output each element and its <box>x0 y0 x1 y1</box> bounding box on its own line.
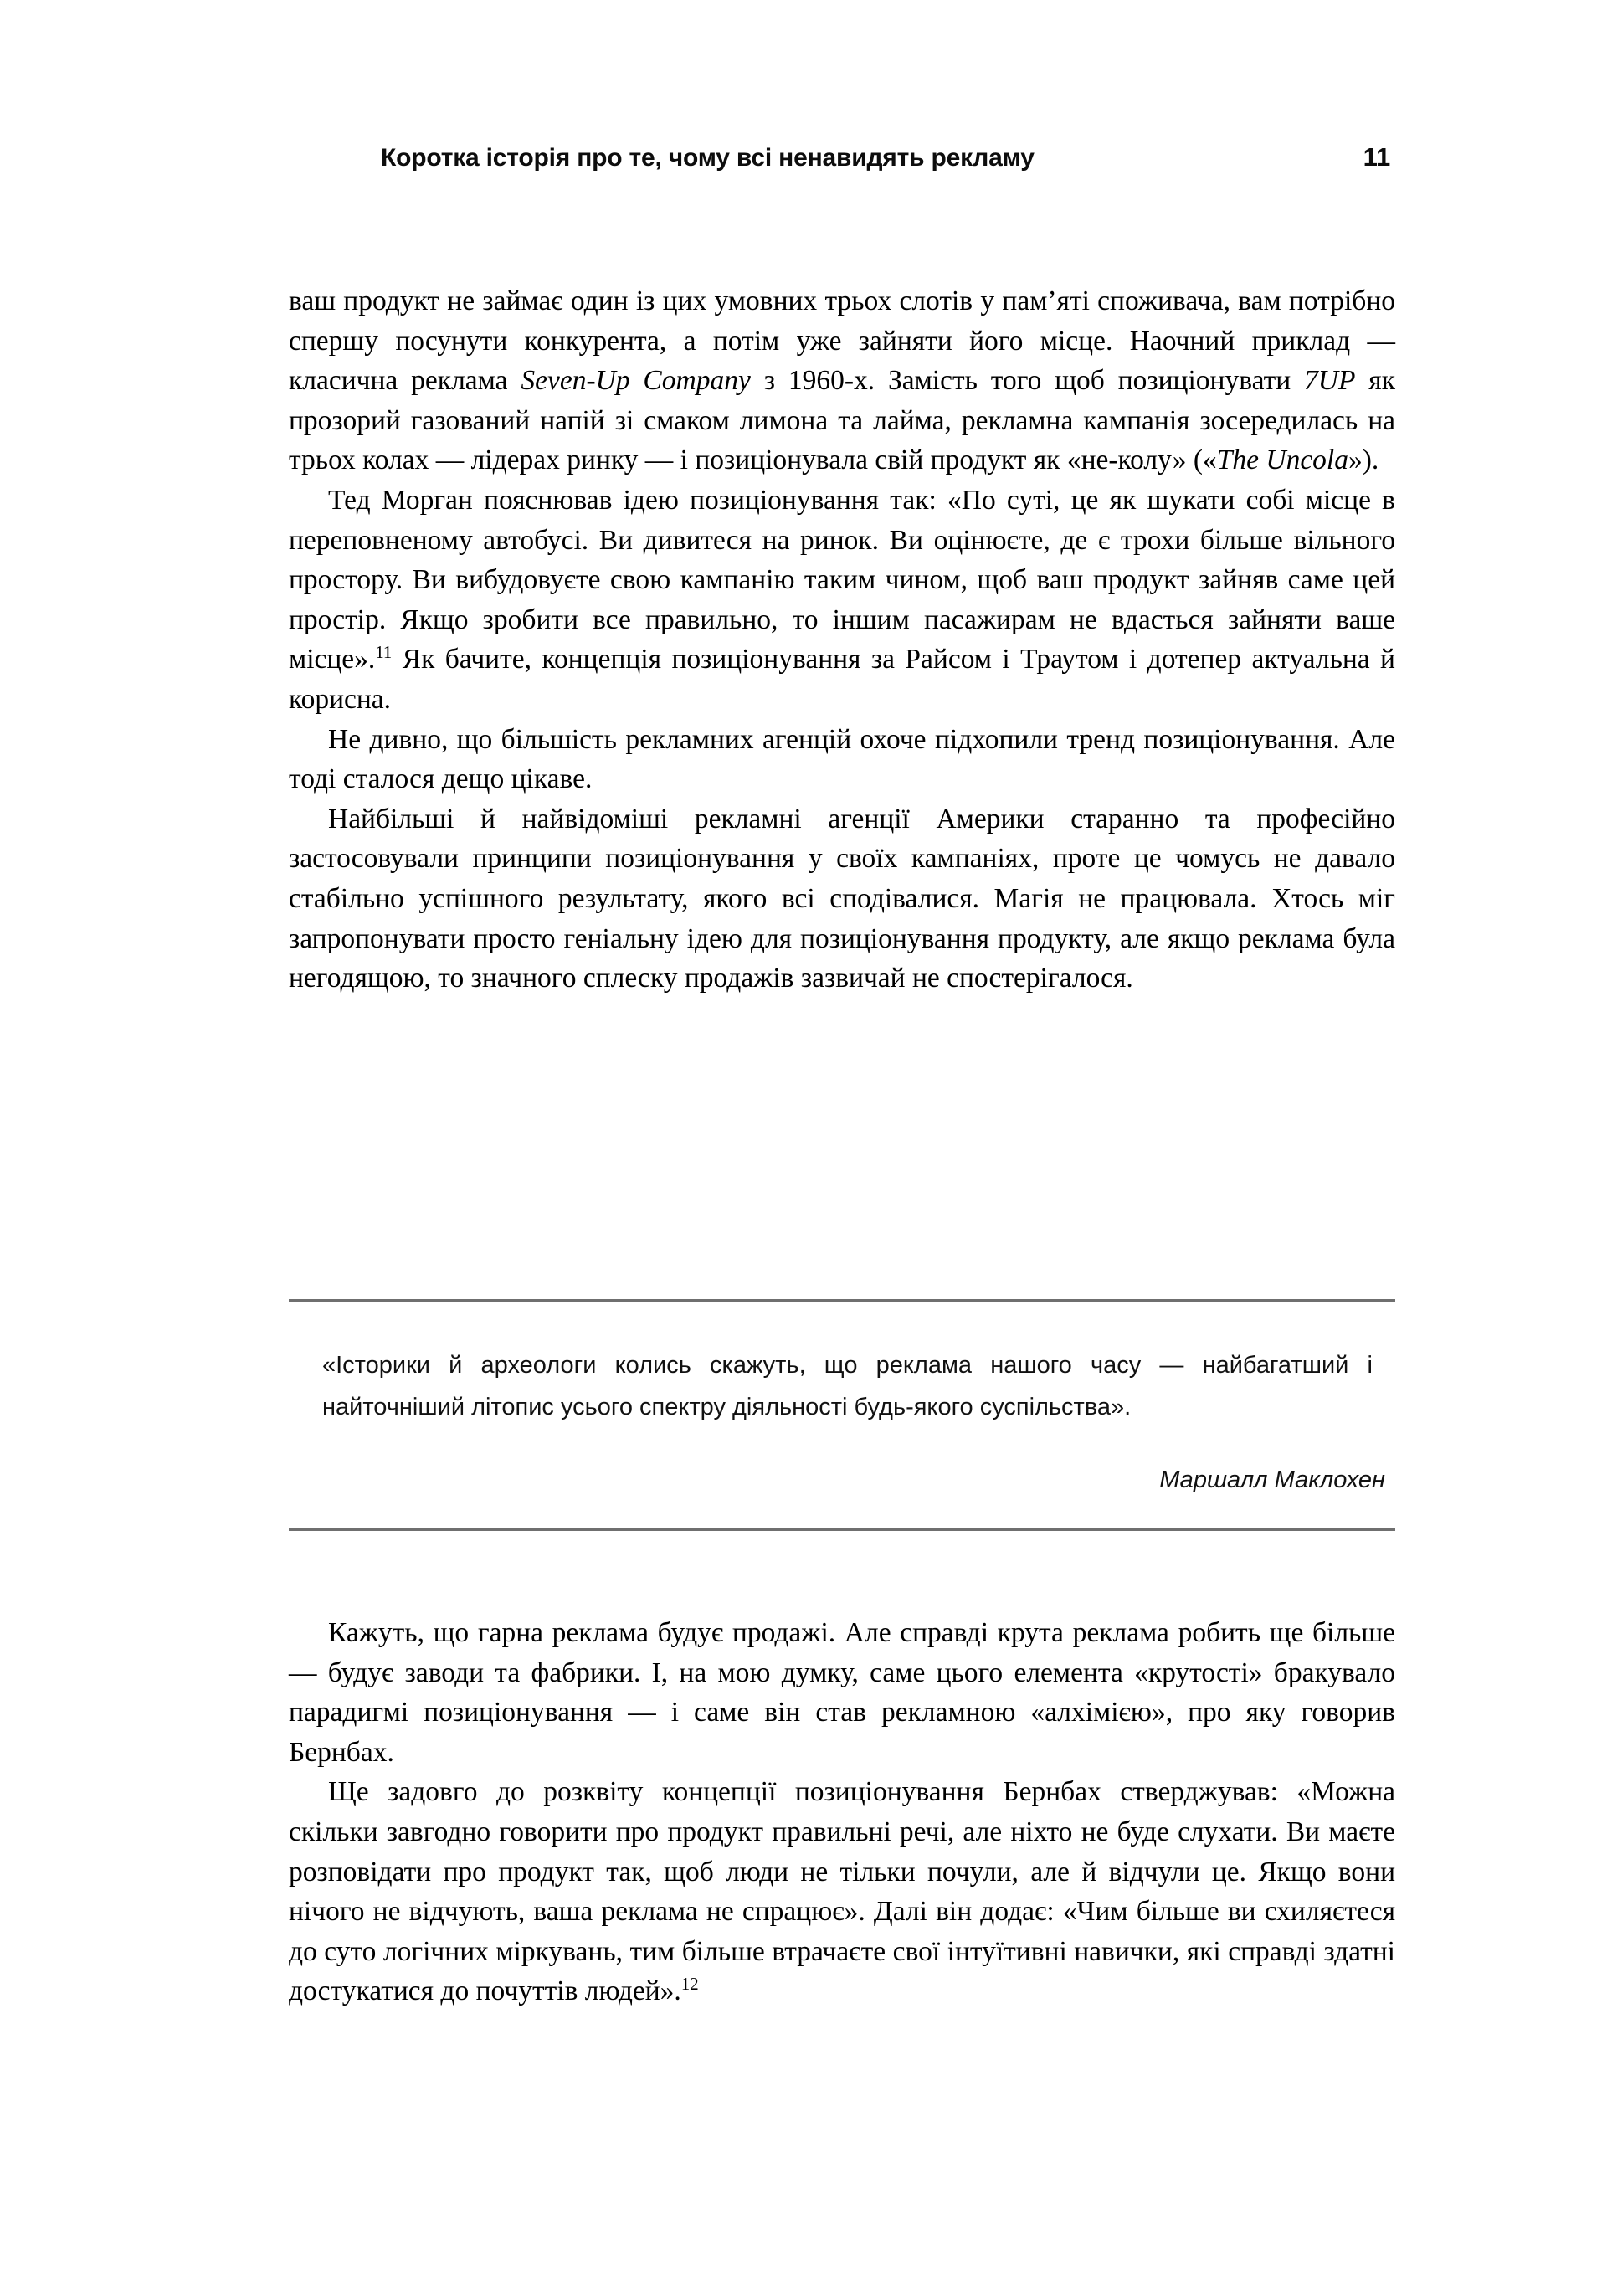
paragraph: Не дивно, що більшість рекламних агенцій охоче підхопили тренд позиціонування. Але тоді сталося дещо цікаве. <box>289 723 1395 795</box>
paragraph: Тед Морган пояснював ідею позиціонування так: «По суті, це як шукати собі місце в переповненому автобусі. Ви дивитеся на ринок. Ви оцінюєте, де є трохи більше вільного простору. Ви вибудовуєте свою кампанію таким чином, щоб ваш продукт зайняв саме цей простір. Якщо зробити все правильно, то іншим пасажирам не вдасться зайняти ваше місце».$^{11}$ Як бачите, концепція позиціонування за Райсом і Траутом і дотепер актуальна й корисна. <box>289 484 1395 715</box>
running-head <box>381 142 1394 172</box>
page-number: 11 <box>1363 142 1390 172</box>
paragraph: ваш продукт не займає один із цих умовних трьох слотів у пам’яті споживача, вам потрібно спершу посунути конкурента, а потім уже зайняти його місце. Наочний приклад — класична реклама Seven-Up Company з 1960-х. Замість того щоб позиціонувати 7UP як прозорий газований напій зі смаком лимона та лайма, рекламна кампанія зосередилась на трьох колах — лідерах ринку — і позиціонувала свій продукт як «не-колу» («The Uncola»). <box>289 285 1395 476</box>
pull-quote-inner <box>289 1302 1395 1528</box>
body-text-lower <box>289 1613 1395 2011</box>
pull-quote-attribution: Маршалл Маклохен <box>1159 1466 1385 1493</box>
paragraph: Кажуть, що гарна реклама будує продажі. Але справді крута реклама робить ще більше — будує заводи та фабрики. І, на мою думку, саме цього елемента «крутості» бракувало парадигмі позиціонування — і саме він став рекламною «алхімією», про яку говорив Бернбах. <box>289 1617 1395 1768</box>
paragraph: Ще задовго до розквіту концепції позиціонування Бернбах стверджував: «Можна скільки завгодно говорити про продукт правильні речі, але ніхто не буде слухати. Ви маєте розповідати про продукт так, щоб люди не тільки почули, але й відчули це. Якщо вони нічого не відчують, ваша реклама не спрацює». Далі він додає: «Чим більше ви схиляєтеся до суто логічних міркувань, тим більше втрачаєте свої інтуїтивні навички, які справді здатні достукатися до почуттів людей».$^{12}$ <box>289 1776 1395 2007</box>
pull-quote-text: «Історики й археологи колись скажуть, що реклама нашого часу — найбагатший і найточніший літопис усього спектру діяльності будь-якого суспільства». <box>322 1352 1373 1420</box>
pull-quote-rule-bottom <box>289 1528 1395 1531</box>
running-head-title: Коротка історія про те, чому всі ненавидять рекламу <box>381 144 1035 172</box>
paragraph: Найбільші й найвідоміші рекламні агенції Америки старанно та професійно застосовували принципи позиціонування у своїх кампаніях, проте це чомусь не давало стабільно успішного результату, якого всі сподівалися. Магія не працювала. Хтось міг запропонувати просто геніальну ідею для позиціонування продукту, але якщо реклама була негодящою, то значного сплеску продажів зазвичай не спостерігалося. <box>289 803 1395 994</box>
body-text-upper <box>289 281 1395 999</box>
pull-quote-block <box>289 1299 1395 1531</box>
